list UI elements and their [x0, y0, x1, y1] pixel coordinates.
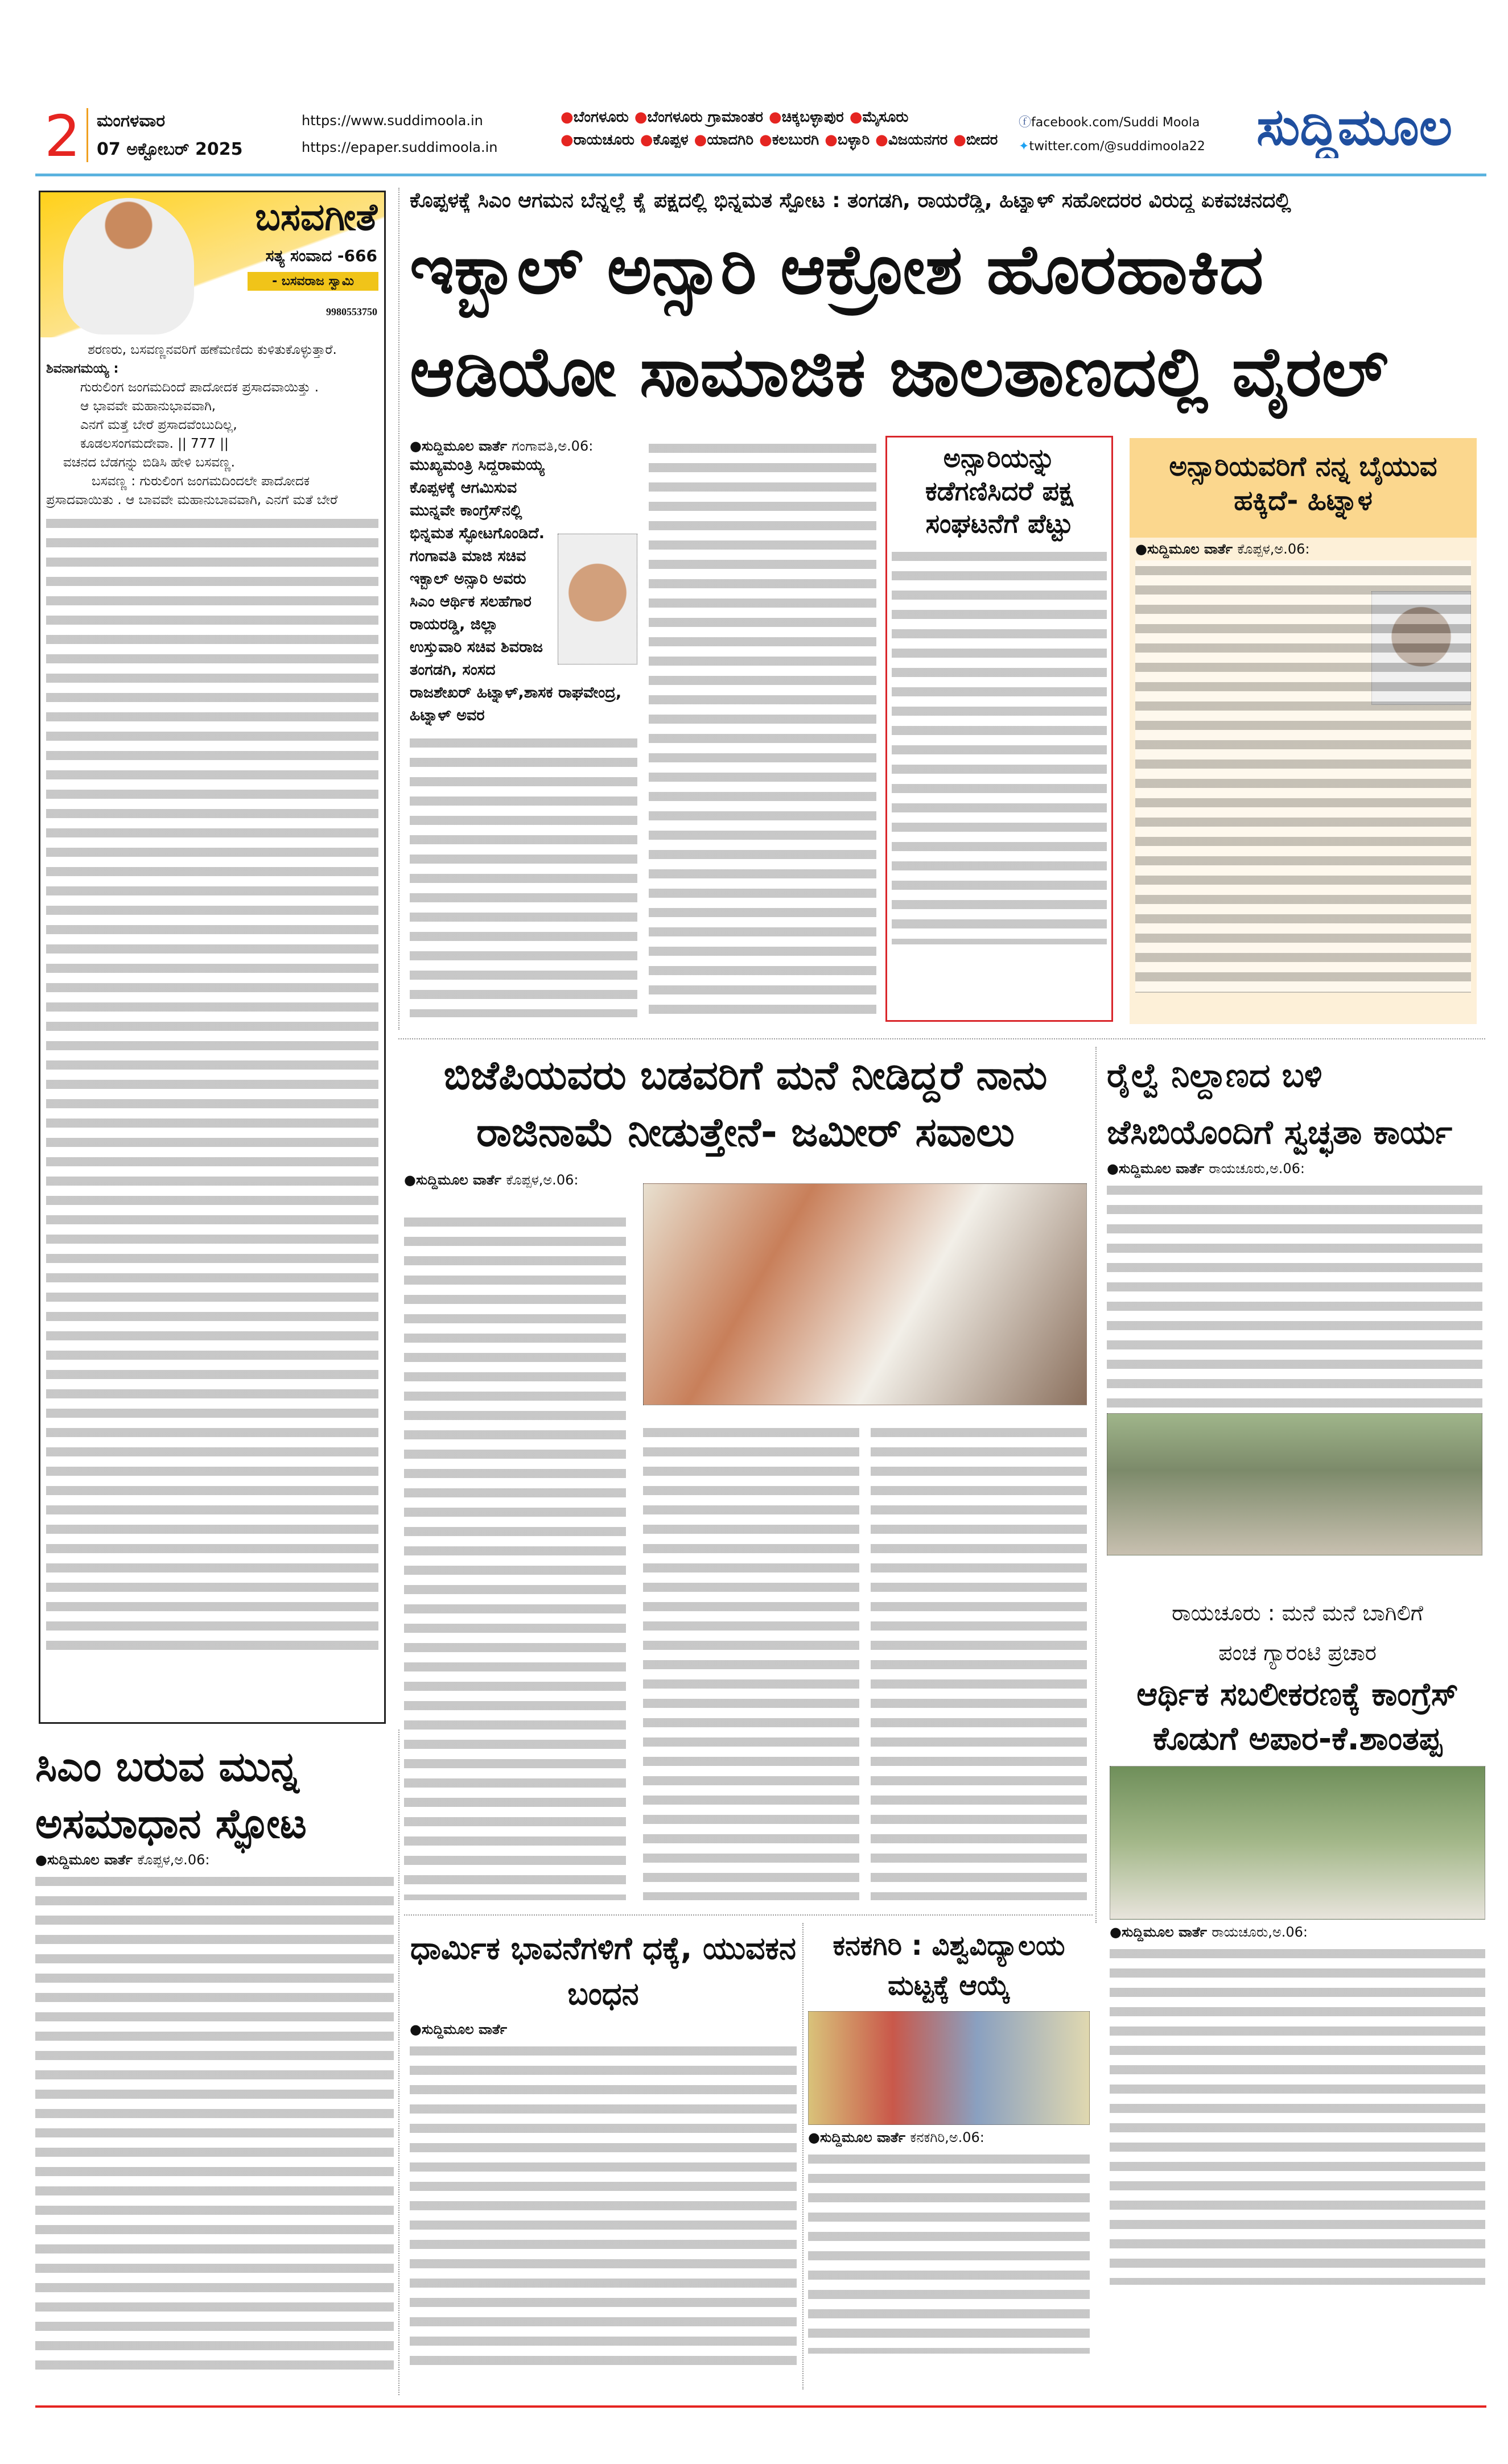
edition: ●ರಾಯಚೂರು	[561, 131, 634, 148]
column-line: ಆ ಭಾವವೇ ಮಹಾನುಭಾವವಾಗಿ,	[80, 399, 216, 414]
twitter-link[interactable]: ✦twitter.com/@suddimoola22	[1019, 139, 1205, 154]
logo: ಸುದ್ದಿಮೂಲ	[1256, 97, 1453, 157]
dateline: ●ಸುದ್ದಿಮೂಲ ವಾರ್ತೆ ಕೊಪ್ಪಳ,ಅ.06:	[1135, 541, 1310, 557]
column-title: ಬಸವಗೀತೆ	[255, 195, 377, 239]
dharmika-body	[410, 2041, 797, 2371]
column-body-text	[46, 513, 378, 1651]
edition: ●ಕಲಬುರಗಿ	[759, 131, 819, 148]
zameer-body-col-1	[404, 1212, 626, 1900]
cm-story	[35, 1738, 394, 2392]
column-line: ವಚನದ ಬೆಡಗನ್ನು ಬಿಡಿಸಿ ಹೇಳಿ ಬಸವಣ್ಣ.	[63, 455, 235, 470]
railway-headline: ರೈಲ್ವೆ ನಿಲ್ದಾಣದ ಬಳಿ ಜೆಸಿಬಿಯೊಂದಿಗೆ ಸ್ವಚ್ಛತಾ ಕಾರ್ಯ	[1107, 1056, 1453, 1151]
zameer-body-col-2	[643, 1422, 859, 1900]
hitnal-headline: ಅನ್ಸಾರಿಯವರಿಗೆ ನನ್ನ ಬೈಯುವ ಹಕ್ಕಿದೆ- ಹಿಟ್ನಾಳ	[1130, 438, 1477, 538]
column-line: ಎನಗೆ ಮತ್ತೆ ಬೇರೆ ಪ್ರಸಾದವೆಂಬುದಿಲ್ಲ,	[80, 418, 237, 432]
edition: ●ಯಾದಗಿರಿ	[694, 131, 754, 148]
hitnal-story	[1130, 438, 1477, 1024]
edition: ●ವಿಜಯನಗರ	[875, 131, 948, 148]
column-line: ಕೂಡಲಸಂಗಮದೇವಾ. || 777 ||	[80, 436, 229, 451]
dharmika-headline: ಧಾರ್ಮಿಕ ಭಾವನೆಗಳಿಗೆ ಧಕ್ಕೆ, ಯುವಕನ ಬಂಧನ	[410, 1930, 797, 2012]
lead-headline: ಇಕ್ಬಾಲ್ ಅನ್ಸಾರಿ ಆಕ್ರೋಶ ಹೊರಹಾಕಿದ ಆಡಿಯೋ ಸಾಮಾಜಿಕ ಜಾಲತಾಣದಲ್ಲಿ ವೈರಲ್	[410, 230, 1388, 412]
cm-body	[35, 1871, 394, 2372]
guarantee-kicker-2: ಪಂಚ ಗ್ಯಾರಂಟಿ ಪ್ರಚಾರ	[1218, 1640, 1377, 1665]
column-line: ಬಸವಣ್ಣ : ಗುರುಲಿಂಗ ಜಂಗಮದಿಂದಲೇ ಪಾದೋದಕ ಪ್ರಸಾದವಾಯಿತು . ಆ ಬಾವವೇ ಮಹಾನುಬಾವವಾಗಿ, ಎನಗೆ ಮತೆ ಬೇರೆ	[46, 474, 338, 507]
footer-rule	[35, 2405, 1486, 2408]
zameer-body-col-3	[871, 1422, 1087, 1900]
column-line: ಗುರುಲಿಂಗ ಜಂಗಮದಿಂದೆ ಪಾದೋದಕ ಪ್ರಸಾದವಾಯಿತ್ತು .	[80, 380, 319, 395]
edition: ●ಬಳ್ಳಾರಿ	[825, 131, 870, 148]
boxed-story	[885, 436, 1113, 1022]
railway-cleaning-photo	[1107, 1413, 1482, 1555]
zameer-story	[404, 1047, 1087, 1906]
column-author: - ಬಸವರಾಜ ಸ್ವಾಮಿ	[248, 272, 378, 291]
guarantee-story	[1110, 1593, 1485, 2389]
dateline: ●ಸುದ್ದಿಮೂಲ ವಾರ್ತೆ	[410, 2021, 508, 2037]
edition: ●ಬೆಂಗಳೂರು	[561, 109, 629, 126]
dateline: ●ಸುದ್ದಿಮೂಲ ವಾರ್ತೆ ಗಂಗಾವತಿ,ಅ.06:	[410, 438, 594, 454]
lead-intro-wrap	[410, 454, 637, 727]
iqbal-ansari-photo	[558, 534, 637, 665]
guarantee-body	[1110, 1943, 1485, 2285]
dharmika-story	[410, 1926, 797, 2392]
kanakagiri-story	[808, 1926, 1090, 2392]
website-link[interactable]: https://www.suddimoola.in	[302, 113, 483, 129]
facebook-link[interactable]: ⓕfacebook.com/Suddi Moola	[1019, 115, 1200, 130]
lead-body-col-2	[649, 438, 876, 1024]
header-rule	[35, 174, 1486, 176]
cm-headline: ಸಿಎಂ ಬರುವ ಮುನ್ನ ಅಸಮಾಧಾನ ಸ್ಫೋಟ	[35, 1743, 307, 1847]
zameer-headline: ಬಿಜೆಪಿಯವರು ಬಡವರಿಗೆ ಮನೆ ನೀಡಿದ್ದರೆ ನಾನು ರಾಜಿನಾಮೆ ನೀಡುತ್ತೇನೆ- ಜಮೀರ್ ಸವಾಲು	[443, 1052, 1048, 1155]
lead-body-col-1	[410, 733, 637, 1017]
edition: ●ಬೀದರ	[953, 131, 998, 148]
dateline: ●ಸುದ್ದಿಮೂಲ ವಾರ್ತೆ ರಾಯಚೂರು,ಅ.06:	[1107, 1161, 1305, 1177]
editions	[561, 106, 1010, 151]
column-line: ಶಿವನಾಗಮಯ್ಯ :	[46, 361, 119, 376]
issue-date: 07 ಅಕ್ಟೋಬರ್ 2025	[97, 139, 243, 159]
column-subtitle: ಸತ್ಯ ಸಂವಾದ -666	[265, 246, 377, 265]
zameer-photo	[643, 1183, 1087, 1405]
kanakagiri-photo	[808, 2011, 1090, 2125]
guarantee-kicker-1: ರಾಯಚೂರು : ಮನೆ ಮನೆ ಬಾಗಿಲಿಗೆ	[1172, 1600, 1423, 1625]
boxed-body	[892, 546, 1107, 944]
editions-row-1	[561, 106, 1010, 129]
facebook-icon: ⓕ	[1019, 115, 1032, 130]
dateline: ●ಸುದ್ದಿಮೂಲ ವಾರ್ತೆ ಕನಕಗಿರಿ,ಅ.06:	[808, 2129, 984, 2145]
twitter-icon: ✦	[1019, 139, 1029, 154]
hitnal-body	[1135, 560, 1471, 993]
edition: ●ಚಿಕ್ಕಬಳ್ಳಾಪುರ	[769, 109, 844, 126]
dateline: ●ಸುದ್ದಿಮೂಲ ವಾರ್ತೆ ಕೊಪ್ಪಳ,ಅ.06:	[35, 1852, 210, 1868]
kanakagiri-body	[808, 2149, 1090, 2354]
column-line: ಶರಣರು, ಬಸವಣ್ಣನವರಿಗೆ ಹಣೆಮಣಿದು ಕುಳಿತುಕೊಳ್ಳುತ್ತಾರೆ.	[88, 342, 337, 357]
dateline: ●ಸುದ್ದಿಮೂಲ ವಾರ್ತೆ ರಾಯಚೂರು,ಅ.06:	[1110, 1924, 1308, 1940]
masthead	[0, 85, 1508, 174]
guarantee-photo	[1110, 1766, 1485, 1920]
lead-kicker: ಕೊಪ್ಪಳಕ್ಕೆ ಸಿಎಂ ಆಗಮನ ಬೆನ್ನಲ್ಲೆ ಕೈ ಪಕ್ಷದಲ್ಲಿ ಭಿನ್ನಮತ ಸ್ಫೋಟ : ತಂಗಡಗಿ, ರಾಯರೆಡ್ಡಿ, ಹಿಟ್ನಾಳ್ ಸಹೋದರರ ವಿರುದ್ಧ ಏಕವಚನದಲ್ಲಿ	[410, 189, 1291, 212]
edition: ●ಬೆಂಗಳೂರು ಗ್ರಾಮಾಂತರ	[634, 109, 764, 126]
lead-intro: ಮುಖ್ಯಮಂತ್ರಿ ಸಿದ್ದರಾಮಯ್ಯ ಕೊಪ್ಪಳಕ್ಕೆ ಆಗಮಿಸುವ ಮುನ್ನವೇ ಕಾಂಗ್ರೆಸ್‌ನಲ್ಲಿ ಭಿನ್ನಮತ ಸ್ಫೋಟಗೊಂಡಿದೆ. ಗಂಗಾವತಿ ಮಾಜಿ ಸಚಿವ ಇಕ್ಬಾಲ್ ಅನ್ಸಾರಿ ಅವರು ಸಿಎಂ ಆರ್ಥಿಕ ಸಲಹೆಗಾರ ರಾಯರಡ್ಡಿ, ಜಿಲ್ಲಾ ಉಸ್ತುವಾರಿ ಸಚಿವ ಶಿವರಾಜ ತಂಗಡಗಿ, ಸಂಸದ ರಾಜಶೇಖರ್ ಹಿಟ್ನಾಳ್,ಶಾಸಕ ರಾಘವೇಂದ್ರ, ಹಿಟ್ನಾಳ್ ಅವರ	[410, 456, 622, 724]
dateline: ●ಸುದ್ದಿಮೂಲ ವಾರ್ತೆ ಕೊಪ್ಪಳ,ಅ.06:	[404, 1172, 579, 1188]
column-banner	[40, 192, 384, 337]
kanakagiri-headline: ಕನಕಗಿರಿ : ವಿಶ್ವವಿದ್ಯಾಲಯ ಮಟ್ಟಕ್ಕೆ ಆಯ್ಕೆ	[833, 1930, 1065, 2001]
epaper-link[interactable]: https://epaper.suddimoola.in	[302, 139, 498, 155]
editions-row-2	[561, 129, 1010, 151]
lead-col-1	[410, 438, 637, 1024]
page-number: 2	[44, 103, 81, 170]
edition: ●ಮೈಸೂರು	[849, 109, 909, 126]
guarantee-headline: ಆರ್ಥಿಕ ಸಬಲೀಕರಣಕ್ಕೆ ಕಾಂಗ್ರೆಸ್ ಕೊಡುಗೆ ಅಪಾರ-ಕೆ.ಶಾಂತಪ್ಪ	[1136, 1676, 1458, 1757]
lead-story	[410, 438, 876, 1024]
basava-geete-column	[39, 191, 386, 1724]
railway-story	[1107, 1047, 1482, 1582]
edition: ●ಕೊಪ್ಪಳ	[640, 131, 689, 148]
boxed-headline: ಅನ್ಸಾರಿಯನ್ನು ಕಡೆಗಣಿಸಿದರೆ ಪಕ್ಷ ಸಂಘಟನೆಗೆ ಪೆಟ್ಟು	[925, 443, 1074, 539]
weekday: ಮಂಗಳವಾರ	[97, 111, 166, 131]
railway-body	[1107, 1180, 1482, 1408]
divider	[86, 108, 88, 162]
column-phone: 9980553750	[326, 306, 377, 317]
basavanna-illustration	[63, 198, 194, 335]
